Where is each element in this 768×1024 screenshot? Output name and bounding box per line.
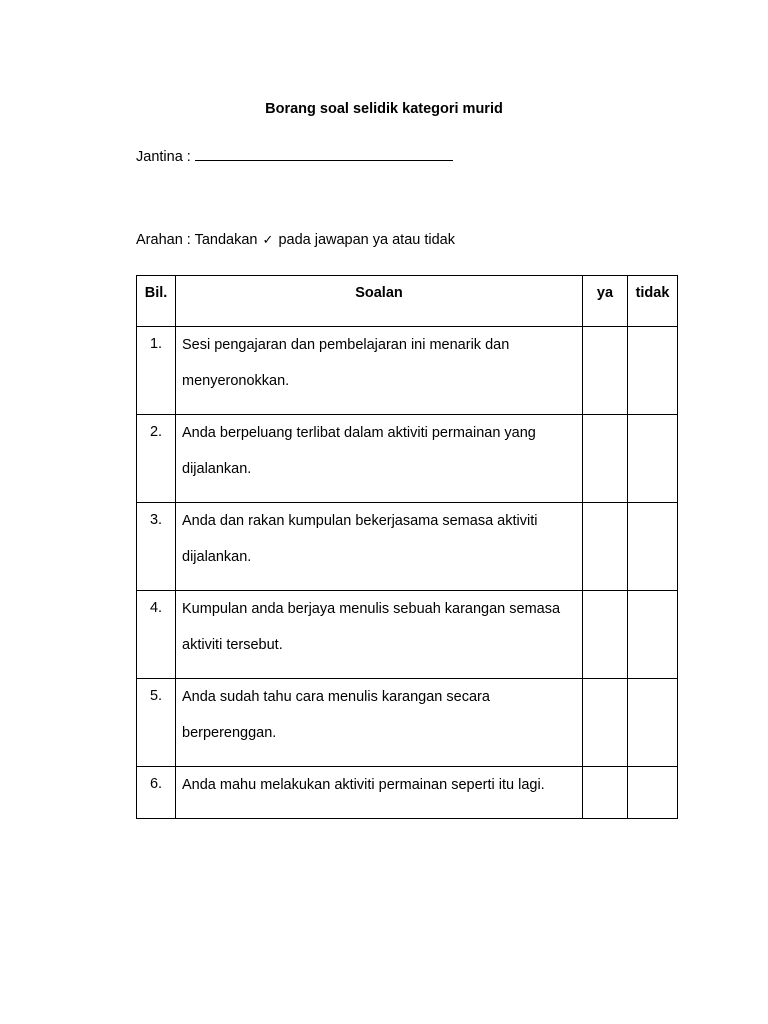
row-number: 4.: [137, 591, 176, 679]
header-number: Bil.: [137, 276, 176, 327]
header-yes: ya: [583, 276, 628, 327]
question-text: Anda sudah tahu cara menulis karangan secara berperenggan.: [182, 689, 490, 741]
gender-blank-line[interactable]: [195, 146, 453, 161]
form-title: Borang soal selidik kategori murid: [265, 101, 503, 117]
instruction: [136, 232, 455, 248]
row-question: [176, 503, 583, 591]
question-text: Anda dan rakan kumpulan bekerjasama semasa aktiviti dijalankan.: [182, 513, 538, 565]
gender-label: Jantina :: [136, 149, 191, 165]
gender-field: [136, 146, 453, 165]
question-text: Anda mahu melakukan aktiviti permainan seperti itu lagi.: [182, 777, 545, 793]
row-question: [176, 415, 583, 503]
no-cell[interactable]: [628, 503, 678, 591]
no-cell[interactable]: [628, 591, 678, 679]
header-no: tidak: [628, 276, 678, 327]
check-icon: ✓: [262, 233, 274, 248]
table-row: [137, 591, 678, 679]
instruction-suffix: pada jawapan ya atau tidak: [278, 232, 455, 248]
table-row: [137, 327, 678, 415]
no-cell[interactable]: [628, 327, 678, 415]
row-question: [176, 767, 583, 819]
table-row: [137, 767, 678, 819]
row-question: [176, 679, 583, 767]
row-number: 2.: [137, 415, 176, 503]
yes-cell[interactable]: [583, 327, 628, 415]
no-cell[interactable]: [628, 767, 678, 819]
no-cell[interactable]: [628, 415, 678, 503]
instruction-prefix: Arahan : Tandakan: [136, 232, 258, 248]
question-text: Anda berpeluang terlibat dalam aktiviti permainan yang dijalankan.: [182, 425, 536, 477]
question-text: Sesi pengajaran dan pembelajaran ini menarik dan menyeronokkan.: [182, 337, 510, 389]
question-text: Kumpulan anda berjaya menulis sebuah karangan semasa aktiviti tersebut.: [182, 601, 561, 653]
header-question: Soalan: [176, 276, 583, 327]
row-question: [176, 327, 583, 415]
row-number: 1.: [137, 327, 176, 415]
table-row: [137, 503, 678, 591]
yes-cell[interactable]: [583, 415, 628, 503]
row-question: [176, 591, 583, 679]
yes-cell[interactable]: [583, 591, 628, 679]
row-number: 3.: [137, 503, 176, 591]
no-cell[interactable]: [628, 679, 678, 767]
table-header-row: [137, 276, 678, 327]
survey-table: [136, 275, 678, 819]
row-number: 6.: [137, 767, 176, 819]
row-number: 5.: [137, 679, 176, 767]
yes-cell[interactable]: [583, 679, 628, 767]
yes-cell[interactable]: [583, 503, 628, 591]
table-row: [137, 679, 678, 767]
yes-cell[interactable]: [583, 767, 628, 819]
table-row: [137, 415, 678, 503]
